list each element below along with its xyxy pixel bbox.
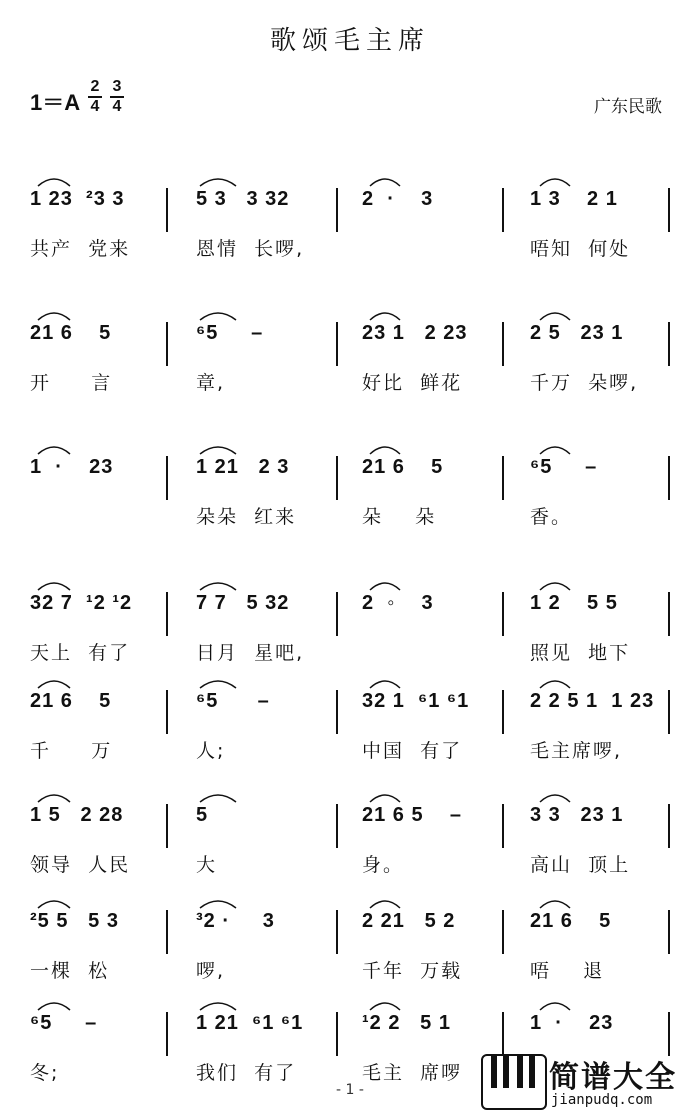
slur <box>200 447 236 454</box>
measure-notes: 1 · 23 <box>530 1012 614 1034</box>
slur-marks <box>0 296 700 336</box>
lyric-text: 冬; <box>30 1062 60 1084</box>
measure-notes: 32 1 ⁶1 ⁶1 <box>362 690 470 712</box>
lyric-text: 开 言 <box>30 372 113 394</box>
lyric-text: 中国 有了 <box>362 740 463 762</box>
measure-notes: ³2 · 3 <box>196 910 275 932</box>
slur <box>540 1003 570 1010</box>
lyric-text: 朵 朵 <box>362 506 437 528</box>
slur <box>200 583 236 590</box>
lyric-text: 好比 鲜花 <box>362 372 463 394</box>
slur <box>370 583 400 590</box>
measure-notes: 1 21 ⁶1 ⁶1 <box>196 1012 304 1034</box>
slur <box>38 901 70 908</box>
measure-notes: 2 · 3 <box>362 188 434 210</box>
measure-notes: 21 6 5 <box>30 322 112 344</box>
slur <box>38 179 70 186</box>
slur <box>38 447 70 454</box>
lyric-text: 毛主 席啰 <box>362 1062 463 1084</box>
measure-notes: 5 <box>196 804 209 826</box>
measure-notes: 2 5 23 1 <box>530 322 624 344</box>
lyric-text: 大 <box>196 854 218 876</box>
slur <box>540 313 570 320</box>
lyric-text: 天上 有了 <box>30 642 131 664</box>
lyric-text: 共产 党来 <box>30 238 131 260</box>
time-signature-1: 2 4 <box>88 78 102 116</box>
slur <box>38 681 70 688</box>
measure-notes: 5 3 3 32 <box>196 188 290 210</box>
lyric-text: 身。 <box>362 854 405 876</box>
slur <box>540 583 570 590</box>
lyric-text: 领导 人民 <box>30 854 131 876</box>
measure-notes: 21 6 5 – <box>362 804 462 826</box>
measure-notes: 7 7 5 32 <box>196 592 290 614</box>
slur-marks <box>0 566 700 606</box>
slur <box>38 795 70 802</box>
slur <box>200 179 236 186</box>
slur <box>370 1003 400 1010</box>
measure-notes: ¹2 2 5 1 <box>362 1012 451 1034</box>
measure-notes: ⁶5 – <box>530 456 598 478</box>
lyric-text: 日月 星吧, <box>196 642 305 664</box>
measure-notes: ⁶5 – <box>196 690 270 712</box>
measure-notes: ⁶5 – <box>196 322 264 344</box>
measure-notes: 32 7 ¹2 ¹2 <box>30 592 133 614</box>
lyric-text: 香。 <box>530 506 573 528</box>
key-signature: 1＝A <box>30 90 81 115</box>
slur <box>540 795 570 802</box>
measure-notes: 2 ◦ 3 <box>362 592 434 614</box>
slur <box>540 447 570 454</box>
lyric-text: 恩情 长啰, <box>196 238 305 260</box>
lyric-text: 唔 退 <box>530 960 605 982</box>
slur-marks <box>0 778 700 818</box>
piano-icon <box>481 1054 547 1110</box>
slur <box>370 901 400 908</box>
lyric-text: 一棵 松 <box>30 960 110 982</box>
slur <box>370 179 400 186</box>
slur <box>38 583 70 590</box>
song-origin: 广东民歌 <box>594 97 662 117</box>
slur <box>200 681 236 688</box>
lyric-text: 唔知 何处 <box>530 238 631 260</box>
measure-notes: 3 3 23 1 <box>530 804 624 826</box>
measure-notes: 23 1 2 23 <box>362 322 468 344</box>
measure-notes: 1 5 2 28 <box>30 804 124 826</box>
measure-notes: 1 · 23 <box>30 456 114 478</box>
lyric-text: 我们 有了 <box>196 1062 297 1084</box>
lyric-text: 朵朵 红来 <box>196 506 297 528</box>
measure-notes: 2 21 5 2 <box>362 910 456 932</box>
slur <box>200 313 236 320</box>
slur <box>38 313 70 320</box>
slur <box>540 901 570 908</box>
measure-notes: 21 6 5 <box>30 690 112 712</box>
measure-notes: ²5 5 5 3 <box>30 910 119 932</box>
slur <box>38 1003 70 1010</box>
lyric-text: 千 万 <box>30 740 113 762</box>
lyric-text: 毛主席啰, <box>530 740 623 762</box>
slur-marks <box>0 162 700 202</box>
song-title: 歌颂毛主席 <box>269 26 430 56</box>
lyric-text: 千年 万载 <box>362 960 463 982</box>
measure-notes: 21 6 5 <box>530 910 612 932</box>
slur <box>370 313 400 320</box>
slur <box>540 179 570 186</box>
site-logo <box>475 1050 690 1112</box>
lyric-text: 章, <box>196 372 226 394</box>
slur-marks <box>0 664 700 704</box>
slur <box>200 1003 236 1010</box>
slur <box>200 901 236 908</box>
slur <box>540 681 570 688</box>
lyric-text: 人; <box>196 740 226 762</box>
slur-marks <box>0 430 700 470</box>
slur <box>370 447 400 454</box>
logo-name: 简谱大全 <box>549 1060 677 1095</box>
lyric-text: 照见 地下 <box>530 642 631 664</box>
lyric-text: 啰, <box>196 960 226 982</box>
measure-notes: 1 3 2 1 <box>530 188 618 210</box>
slur-marks <box>0 884 700 924</box>
page-number: - 1 - <box>336 1082 364 1098</box>
slur-marks <box>0 986 700 1026</box>
measure-notes: 1 2 5 5 <box>530 592 618 614</box>
measure-notes: 1 23 ²3 3 <box>30 188 125 210</box>
slur <box>200 795 236 802</box>
measure-notes: 21 6 5 <box>362 456 444 478</box>
slur <box>370 795 400 802</box>
measure-notes: 2 2 5 1 1 23 <box>530 690 655 712</box>
logo-url: jianpudq.com <box>551 1092 653 1108</box>
measure-notes: ⁶5 – <box>30 1012 98 1034</box>
lyric-text: 千万 朵啰, <box>530 372 639 394</box>
measure-notes: 1 21 2 3 <box>196 456 290 478</box>
lyric-text: 高山 顶上 <box>530 854 631 876</box>
time-signature-2: 3 4 <box>110 78 124 116</box>
slur <box>370 681 400 688</box>
